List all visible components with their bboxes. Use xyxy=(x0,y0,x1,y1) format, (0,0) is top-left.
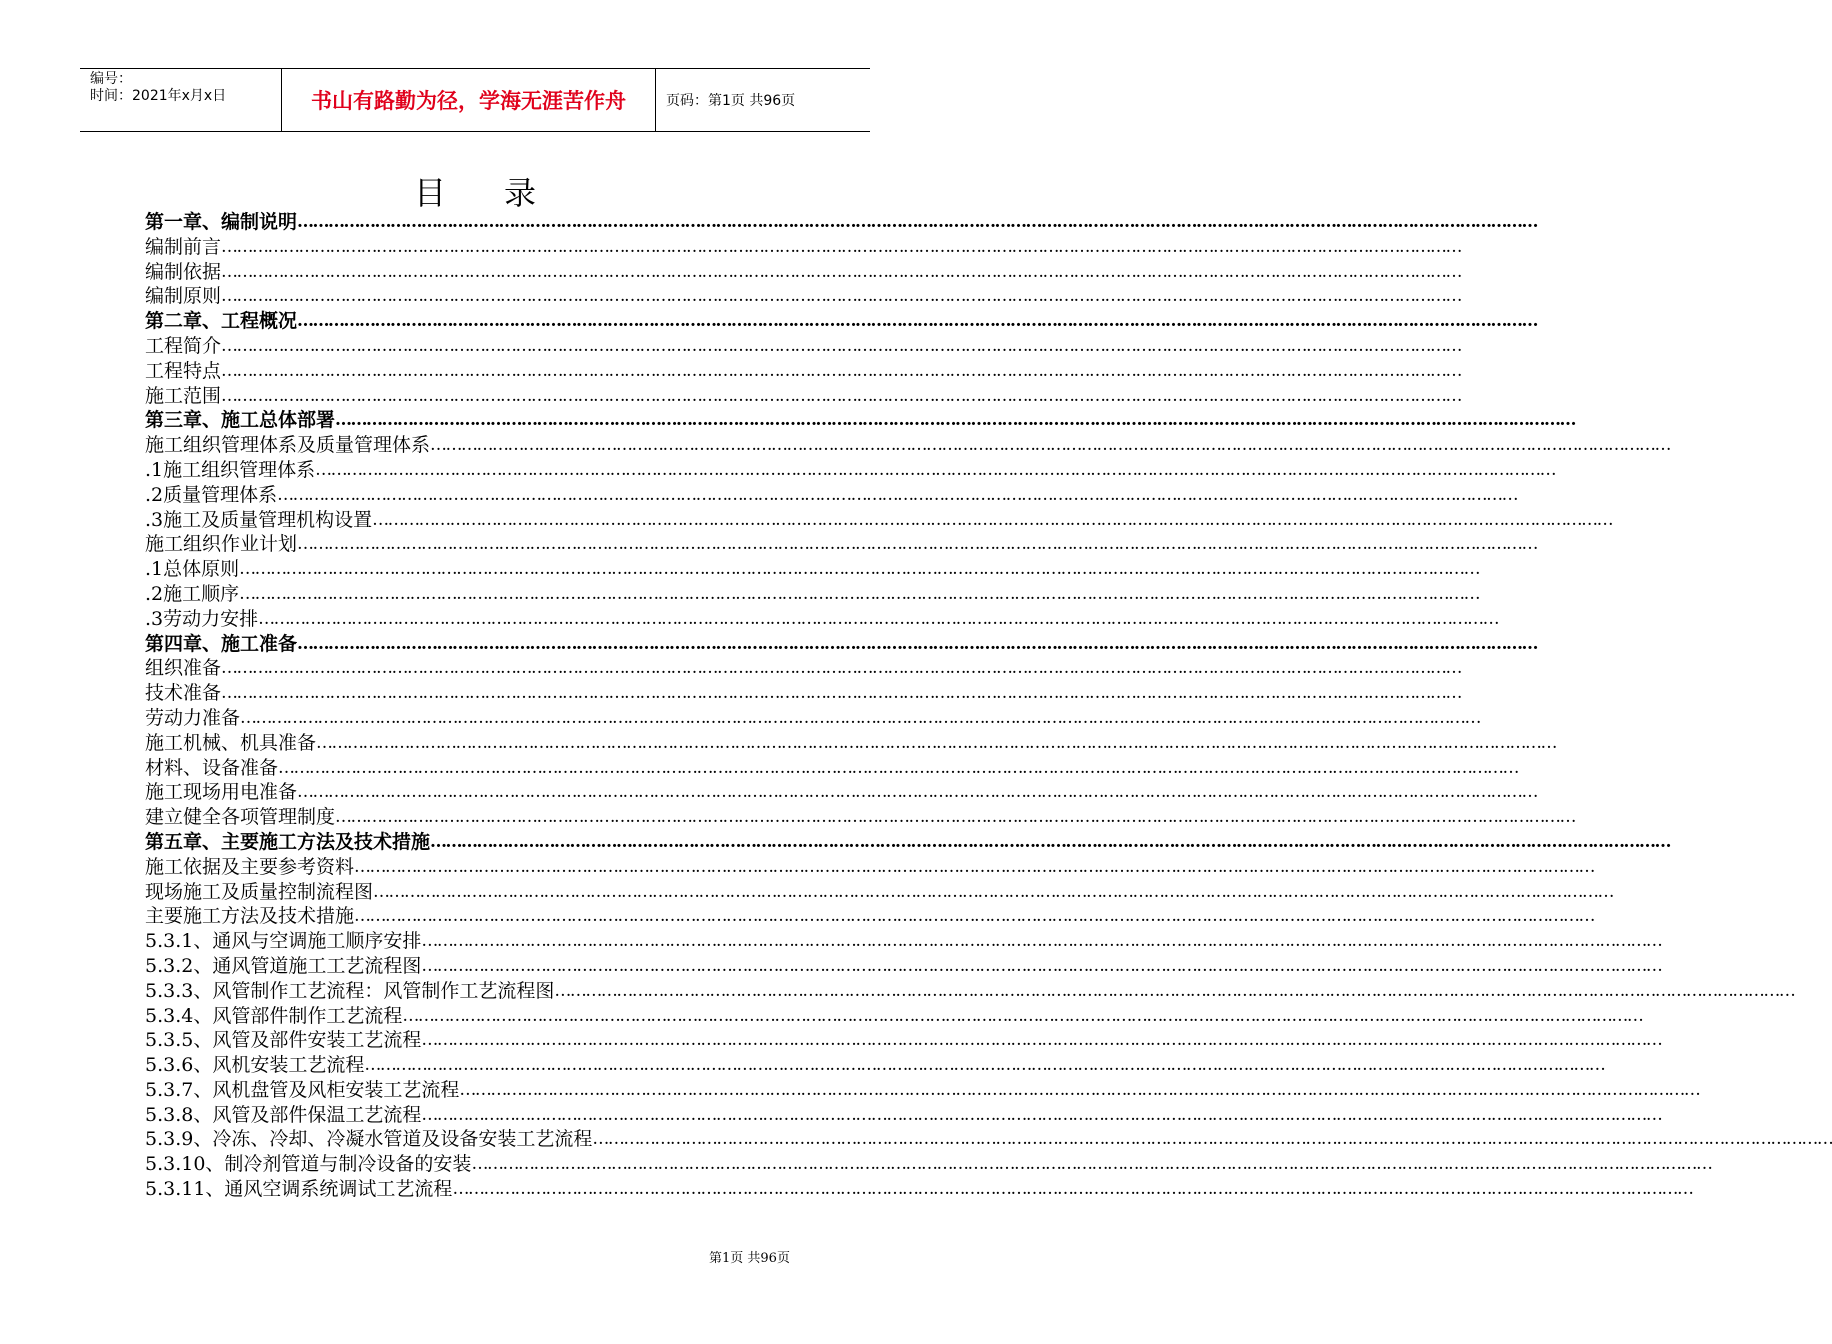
toc-entry-title: 施工组织作业计划 xyxy=(145,533,298,556)
toc-leader-dots: …………………………………………………………………………………………………………………………………………………………………………………………………………………… xyxy=(315,459,1556,480)
toc-entry[interactable] xyxy=(145,681,1462,706)
toc-entry-title: 5.3.7、风机盘管及风柜安装工艺流程 xyxy=(145,1078,460,1101)
toc-entry-title: 技术准备 xyxy=(145,682,222,705)
toc-leader-dots: …………………………………………………………………………………………………………………………………………………………………………………………………………………… xyxy=(421,955,1662,976)
toc-leader-dots: …………………………………………………………………………………………………………………………………………………………………………………………………………………… xyxy=(354,856,1595,877)
toc-leader-dots: …………………………………………………………………………………………………………………………………………………………………………………………………………………… xyxy=(430,831,1671,852)
toc-leader-dots: …………………………………………………………………………………………………………………………………………………………………………………………………………………… xyxy=(221,385,1462,406)
toc-entry[interactable] xyxy=(145,954,1662,979)
toc-leader-dots: …………………………………………………………………………………………………………………………………………………………………………………………………………………… xyxy=(297,782,1538,803)
toc-entry[interactable] xyxy=(145,1028,1662,1053)
toc-leader-dots: …………………………………………………………………………………………………………………………………………………………………………………………………………………… xyxy=(221,261,1462,282)
toc-leader-dots: …………………………………………………………………………………………………………………………………………………………………………………………………………………… xyxy=(221,683,1462,704)
page-title: 目录 xyxy=(413,174,594,212)
toc-entry[interactable] xyxy=(145,1078,1700,1103)
toc-entry[interactable] xyxy=(145,756,1519,781)
header-meta xyxy=(80,69,282,131)
toc-leader-dots: …………………………………………………………………………………………………………………………………………………………………………………………………………………… xyxy=(221,658,1462,679)
toc-leader-dots: …………………………………………………………………………………………………………………………………………………………………………………………………………………… xyxy=(452,1179,1693,1200)
toc-entry-title: 编制原则 xyxy=(145,285,222,308)
toc-entry-title: 5.3.4、风管部件制作工艺流程 xyxy=(145,1004,403,1027)
toc-leader-dots: …………………………………………………………………………………………………………………………………………………………………………………………………………………… xyxy=(373,881,1614,902)
toc-entry[interactable] xyxy=(145,855,1595,880)
toc-leader-dots: …………………………………………………………………………………………………………………………………………………………………………………………………………………… xyxy=(278,757,1519,778)
toc-entry[interactable] xyxy=(145,880,1614,905)
toc-entry-title: 5.3.9、冷冻、冷却、冷凝水管道及设备安装工艺流程 xyxy=(145,1128,593,1151)
toc-leader-dots: …………………………………………………………………………………………………………………………………………………………………………………………………………………… xyxy=(364,1055,1605,1076)
toc-entry-title: 施工依据及主要参考资料 xyxy=(145,855,355,878)
toc-entry[interactable] xyxy=(145,904,1595,929)
toc-leader-dots: …………………………………………………………………………………………………………………………………………………………………………………………………………………… xyxy=(239,583,1480,604)
toc-entry[interactable] xyxy=(145,532,1538,557)
toc-entry[interactable] xyxy=(145,706,1481,731)
toc-leader-dots: …………………………………………………………………………………………………………………………………………………………………………………………………………………… xyxy=(239,559,1480,580)
toc-entry-title: 5.3.5、风管及部件安装工艺流程 xyxy=(145,1029,422,1052)
toc-leader-dots: …………………………………………………………………………………………………………………………………………………………………………………………………………………… xyxy=(421,1030,1662,1051)
toc-leader-dots: …………………………………………………………………………………………………………………………………………………………………………………………………………………… xyxy=(554,980,1795,1001)
header-motto: 书山有路勤为径，学海无涯苦作舟 xyxy=(282,69,656,131)
toc-leader-dots: …………………………………………………………………………………………………………………………………………………………………………………………………………………… xyxy=(354,906,1595,927)
toc-entry-title: 5.3.2、通风管道施工工艺流程图 xyxy=(145,954,422,977)
toc-entry-title: 5.3.1、通风与空调施工顺序安排 xyxy=(145,930,422,953)
toc-leader-dots: …………………………………………………………………………………………………………………………………………………………………………………………………………………… xyxy=(592,1129,1832,1150)
toc-entry[interactable] xyxy=(145,731,1557,756)
toc-entry-title: 编制前言 xyxy=(145,235,222,258)
toc-entry-title: .2施工顺序 xyxy=(145,582,240,605)
toc-entry[interactable] xyxy=(145,656,1462,681)
toc-entry[interactable] xyxy=(145,1177,1693,1202)
toc-entry-title: 第二章、工程概况 xyxy=(145,310,298,333)
toc-entry-title: 第五章、主要施工方法及技术措施 xyxy=(145,830,431,853)
toc-entry[interactable] xyxy=(145,1103,1662,1128)
toc-entry-title: 第三章、施工总体部署 xyxy=(145,409,336,432)
toc-leader-dots: …………………………………………………………………………………………………………………………………………………………………………………………………………………… xyxy=(221,360,1462,381)
toc-entry-title: 施工现场用电准备 xyxy=(145,781,298,804)
toc-entry[interactable] xyxy=(145,557,1480,582)
toc-entry[interactable] xyxy=(145,607,1499,632)
toc-leader-dots: …………………………………………………………………………………………………………………………………………………………………………………………………………………… xyxy=(297,633,1538,654)
toc-leader-dots: …………………………………………………………………………………………………………………………………………………………………………………………………………………… xyxy=(277,484,1518,505)
toc-leader-dots: …………………………………………………………………………………………………………………………………………………………………………………………………………………… xyxy=(221,286,1462,307)
toc-chapter-entry[interactable] xyxy=(145,632,1538,657)
toc-entry-title: 5.3.6、风机安装工艺流程 xyxy=(145,1054,365,1077)
toc-entry[interactable] xyxy=(145,1053,1605,1078)
toc-leader-dots: …………………………………………………………………………………………………………………………………………………………………………………………………………………… xyxy=(421,1104,1662,1125)
document-time-label: 时间：2021年x月x日 xyxy=(90,88,227,104)
toc-entry-title: 劳动力准备 xyxy=(145,706,241,729)
toc-leader-dots: …………………………………………………………………………………………………………………………………………………………………………………………………………………… xyxy=(221,335,1462,356)
toc-entry-title: 第四章、施工准备 xyxy=(145,632,298,655)
toc-entry-title: 5.3.11、通风空调系统调试工艺流程 xyxy=(145,1178,453,1201)
toc-entry-title: 建立健全各项管理制度 xyxy=(145,806,336,829)
page-header xyxy=(80,68,870,132)
toc-entry[interactable] xyxy=(145,458,1556,483)
toc-chapter-entry[interactable] xyxy=(145,830,1671,855)
toc-chapter-entry[interactable] xyxy=(145,210,1538,235)
toc-entry[interactable] xyxy=(145,508,1613,533)
toc-entry[interactable] xyxy=(145,433,1671,458)
toc-entry[interactable] xyxy=(145,334,1462,359)
toc-entry-title: .1总体原则 xyxy=(145,558,240,581)
toc-entry[interactable] xyxy=(145,483,1518,508)
toc-entry-title: .2质量管理体系 xyxy=(145,483,278,506)
toc-entry-title: 组织准备 xyxy=(145,657,222,680)
toc-entry-title: 施工机械、机具准备 xyxy=(145,731,317,754)
header-page-number: 页码：第1页 共96页 xyxy=(666,93,796,109)
toc-leader-dots: …………………………………………………………………………………………………………………………………………………………………………………………………………………… xyxy=(258,608,1499,629)
toc-leader-dots: …………………………………………………………………………………………………………………………………………………………………………………………………………………… xyxy=(297,534,1538,555)
toc-entry[interactable] xyxy=(145,359,1462,384)
toc-entry[interactable] xyxy=(145,1004,1643,1029)
toc-entry[interactable] xyxy=(145,1127,1832,1152)
toc-leader-dots: …………………………………………………………………………………………………………………………………………………………………………………………………………………… xyxy=(459,1079,1700,1100)
toc-entry-title: 现场施工及质量控制流程图 xyxy=(145,880,374,903)
toc-entry-title: 工程特点 xyxy=(145,359,222,382)
toc-leader-dots: …………………………………………………………………………………………………………………………………………………………………………………………………………………… xyxy=(335,807,1576,828)
toc-entry[interactable] xyxy=(145,929,1662,954)
toc-entry[interactable] xyxy=(145,582,1480,607)
toc-chapter-entry[interactable] xyxy=(145,408,1576,433)
toc-entry[interactable] xyxy=(145,805,1576,830)
toc-entry-title: 编制依据 xyxy=(145,260,222,283)
table-of-contents xyxy=(145,210,1832,1202)
toc-leader-dots: …………………………………………………………………………………………………………………………………………………………………………………………………………………… xyxy=(402,1005,1643,1026)
toc-entry-title: .1施工组织管理体系 xyxy=(145,458,316,481)
toc-leader-dots: …………………………………………………………………………………………………………………………………………………………………………………………………………………… xyxy=(372,509,1613,530)
toc-entry-title: 施工范围 xyxy=(145,384,222,407)
toc-entry-title: 5.3.10、制冷剂管道与制冷设备的安装 xyxy=(145,1153,472,1176)
toc-entry[interactable] xyxy=(145,235,1462,260)
toc-entry[interactable] xyxy=(145,384,1462,409)
toc-leader-dots: …………………………………………………………………………………………………………………………………………………………………………………………………………………… xyxy=(430,435,1671,456)
toc-leader-dots: …………………………………………………………………………………………………………………………………………………………………………………………………………………… xyxy=(221,236,1462,257)
toc-entry[interactable] xyxy=(145,1152,1712,1177)
toc-leader-dots: …………………………………………………………………………………………………………………………………………………………………………………………………………………… xyxy=(316,732,1557,753)
toc-entry-title: 主要施工方法及技术措施 xyxy=(145,905,355,928)
toc-entry[interactable] xyxy=(145,780,1538,805)
toc-entry-title: 材料、设备准备 xyxy=(145,756,279,779)
toc-leader-dots: …………………………………………………………………………………………………………………………………………………………………………………………………………………… xyxy=(297,311,1538,332)
toc-entry-title: 施工组织管理体系及质量管理体系 xyxy=(145,434,431,457)
toc-entry-title: 第一章、编制说明 xyxy=(145,211,298,233)
toc-chapter-entry[interactable] xyxy=(145,309,1538,334)
toc-leader-dots: …………………………………………………………………………………………………………………………………………………………………………………………………………………… xyxy=(421,931,1662,952)
toc-leader-dots: …………………………………………………………………………………………………………………………………………………………………………………………………………………… xyxy=(471,1154,1712,1175)
toc-entry-title: .3劳动力安排 xyxy=(145,607,259,630)
toc-entry[interactable] xyxy=(145,260,1462,285)
toc-entry[interactable] xyxy=(145,979,1795,1004)
toc-entry-title: 工程简介 xyxy=(145,334,222,357)
toc-entry-title: .3施工及质量管理机构设置 xyxy=(145,508,373,531)
page-footer: 第1页 共96页 xyxy=(709,1251,790,1266)
toc-entry-title: 5.3.3、风管制作工艺流程：风管制作工艺流程图 xyxy=(145,979,555,1002)
toc-leader-dots: …………………………………………………………………………………………………………………………………………………………………………………………………………………… xyxy=(297,212,1538,232)
toc-entry-title: 5.3.8、风管及部件保温工艺流程 xyxy=(145,1103,422,1126)
document-number-label: 编号： xyxy=(90,71,132,87)
toc-leader-dots: …………………………………………………………………………………………………………………………………………………………………………………………………………………… xyxy=(240,707,1481,728)
toc-entry[interactable] xyxy=(145,284,1462,309)
toc-leader-dots: …………………………………………………………………………………………………………………………………………………………………………………………………………………… xyxy=(335,410,1576,431)
